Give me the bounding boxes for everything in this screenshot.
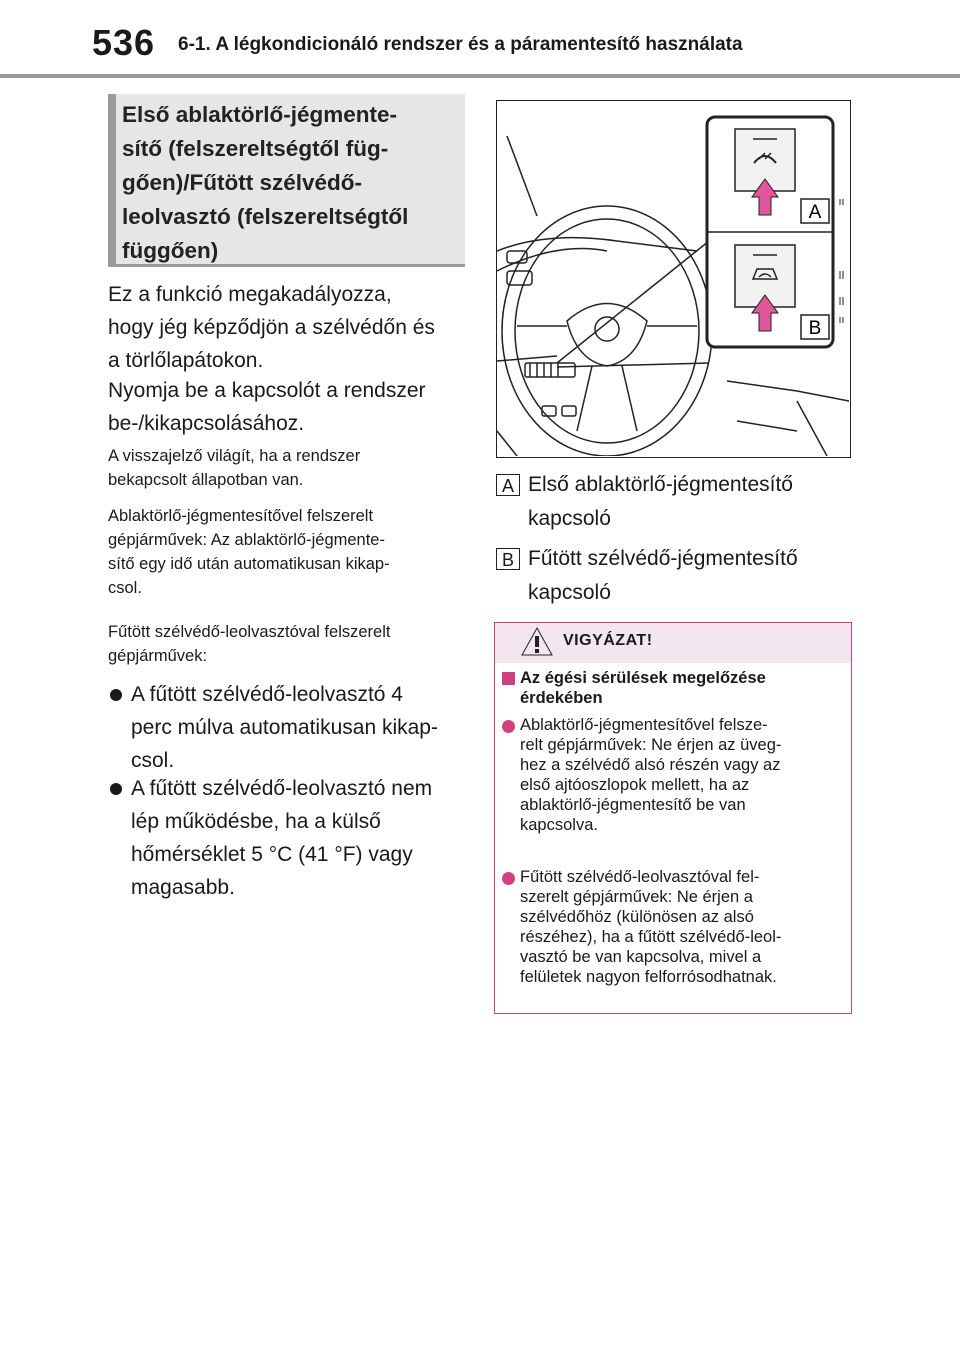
text-line: szélvédőhöz (különösen az alsó	[520, 908, 754, 926]
section-title: 6-1. A légkondicionáló rendszer és a páramentesítő használata	[178, 34, 743, 55]
legend-text-b	[528, 542, 848, 610]
text-line: gépjárművek:	[108, 647, 208, 665]
text-line: ablaktörlő-jégmentesítő be van	[520, 796, 746, 814]
page-number: 536	[92, 22, 156, 63]
callout-a: A	[808, 202, 822, 223]
bullet-dot-icon	[110, 783, 122, 795]
text-line: Nyomja be a kapcsolót a rendszer	[108, 379, 426, 402]
text-line: első ajtóoszlopok mellett, ha az	[520, 776, 750, 794]
text-line: csol.	[108, 579, 142, 597]
heading-line: Első ablaktörlő-jégmente-	[122, 102, 398, 127]
circle-bullet-icon	[502, 872, 515, 885]
text-line: magasabb.	[131, 876, 235, 899]
text-line: csol.	[131, 749, 175, 772]
square-bullet-icon	[502, 672, 515, 685]
text-line: felületek nagyon felforrósodhatnak.	[520, 968, 777, 986]
defroster-note	[108, 620, 468, 668]
text-line: perc múlva automatikusan kikap-	[131, 716, 438, 739]
text-line: érdekében	[520, 689, 603, 707]
text-line: kapcsoló	[528, 507, 611, 530]
header-divider	[0, 74, 960, 78]
warning-subheading	[520, 668, 840, 708]
text-line: a törlőlapátokon.	[108, 349, 264, 372]
text-line: kapcsolva.	[520, 816, 598, 834]
text-line: Fűtött szélvédő-leolvasztóval felszerelt	[108, 623, 391, 641]
text-line: Fűtött szélvédő-leolvasztóval fel-	[520, 868, 760, 886]
text-line: Az égési sérülések megelőzése	[520, 669, 766, 687]
text-line: Fűtött szélvédő-jégmentesítő	[528, 547, 798, 570]
text-line: A fűtött szélvédő-leolvasztó nem	[131, 777, 433, 800]
text-line: lép működésbe, ha a külső	[131, 810, 381, 833]
text-line: A fűtött szélvédő-leolvasztó 4	[131, 683, 403, 706]
bullet-dot-icon	[110, 689, 122, 701]
text-line: vasztó be van kapcsolva, mivel a	[520, 948, 762, 966]
text-line: be-/kikapcsolásához.	[108, 412, 305, 435]
heading-line: függően)	[122, 238, 219, 263]
text-line: relt gépjárművek: Ne érjen az üveg-	[520, 736, 782, 754]
text-line: hőmérséklet 5 °C (41 °F) vagy	[131, 843, 413, 866]
text-line: Ablaktörlő-jégmentesítővel felsze-	[520, 716, 768, 734]
text-line: hogy jég képződjön a szélvédőn és	[108, 316, 435, 339]
text-line: Első ablaktörlő-jégmentesítő	[528, 473, 793, 496]
section-heading	[122, 98, 457, 268]
text-line: A visszajelző világít, ha a rendszer	[108, 447, 361, 465]
text-line: Ablaktörlő-jégmentesítővel felszerelt	[108, 507, 374, 525]
bullet-item	[108, 772, 468, 907]
text-line: részéhez), ha a fűtött szélvédő-leol-	[520, 928, 782, 946]
warning-item-defroster	[520, 867, 842, 987]
text-line: kapcsoló	[528, 581, 611, 604]
legend-label-b: B	[496, 548, 520, 570]
text-line: gépjárművek: Az ablaktörlő-jégmente-	[108, 531, 385, 549]
heading-line: gően)/Fűtött szélvédő-	[122, 170, 362, 195]
text-line: Ez a funkció megakadályozza,	[108, 283, 392, 306]
warning-item-wiper	[520, 715, 842, 835]
callout-b: B	[808, 318, 822, 339]
warning-title: VIGYÁZAT!	[563, 632, 653, 649]
legend-text-a	[528, 468, 848, 536]
bullet-item	[108, 678, 468, 778]
warning-triangle-icon	[520, 626, 554, 658]
legend-label-a: A	[496, 474, 520, 496]
instruction-paragraph	[108, 374, 468, 440]
text-line: bekapcsolt állapotban van.	[108, 471, 304, 489]
wiper-deicer-note	[108, 504, 468, 600]
text-line: hez a szélvédő alsó részén vagy az	[520, 756, 781, 774]
text-line: szerelt gépjárművek: Ne érjen a	[520, 888, 753, 906]
text-line: sítő egy idő után automatikusan kikap-	[108, 555, 390, 573]
heading-line: leolvasztó (felszereltségtől	[122, 204, 409, 229]
indicator-note	[108, 444, 468, 492]
heading-line: sítő (felszereltségtől füg-	[122, 136, 389, 161]
circle-bullet-icon	[502, 720, 515, 733]
steering-wheel-drawing	[497, 101, 849, 456]
dashboard-illustration	[496, 100, 851, 458]
intro-paragraph	[108, 278, 468, 377]
